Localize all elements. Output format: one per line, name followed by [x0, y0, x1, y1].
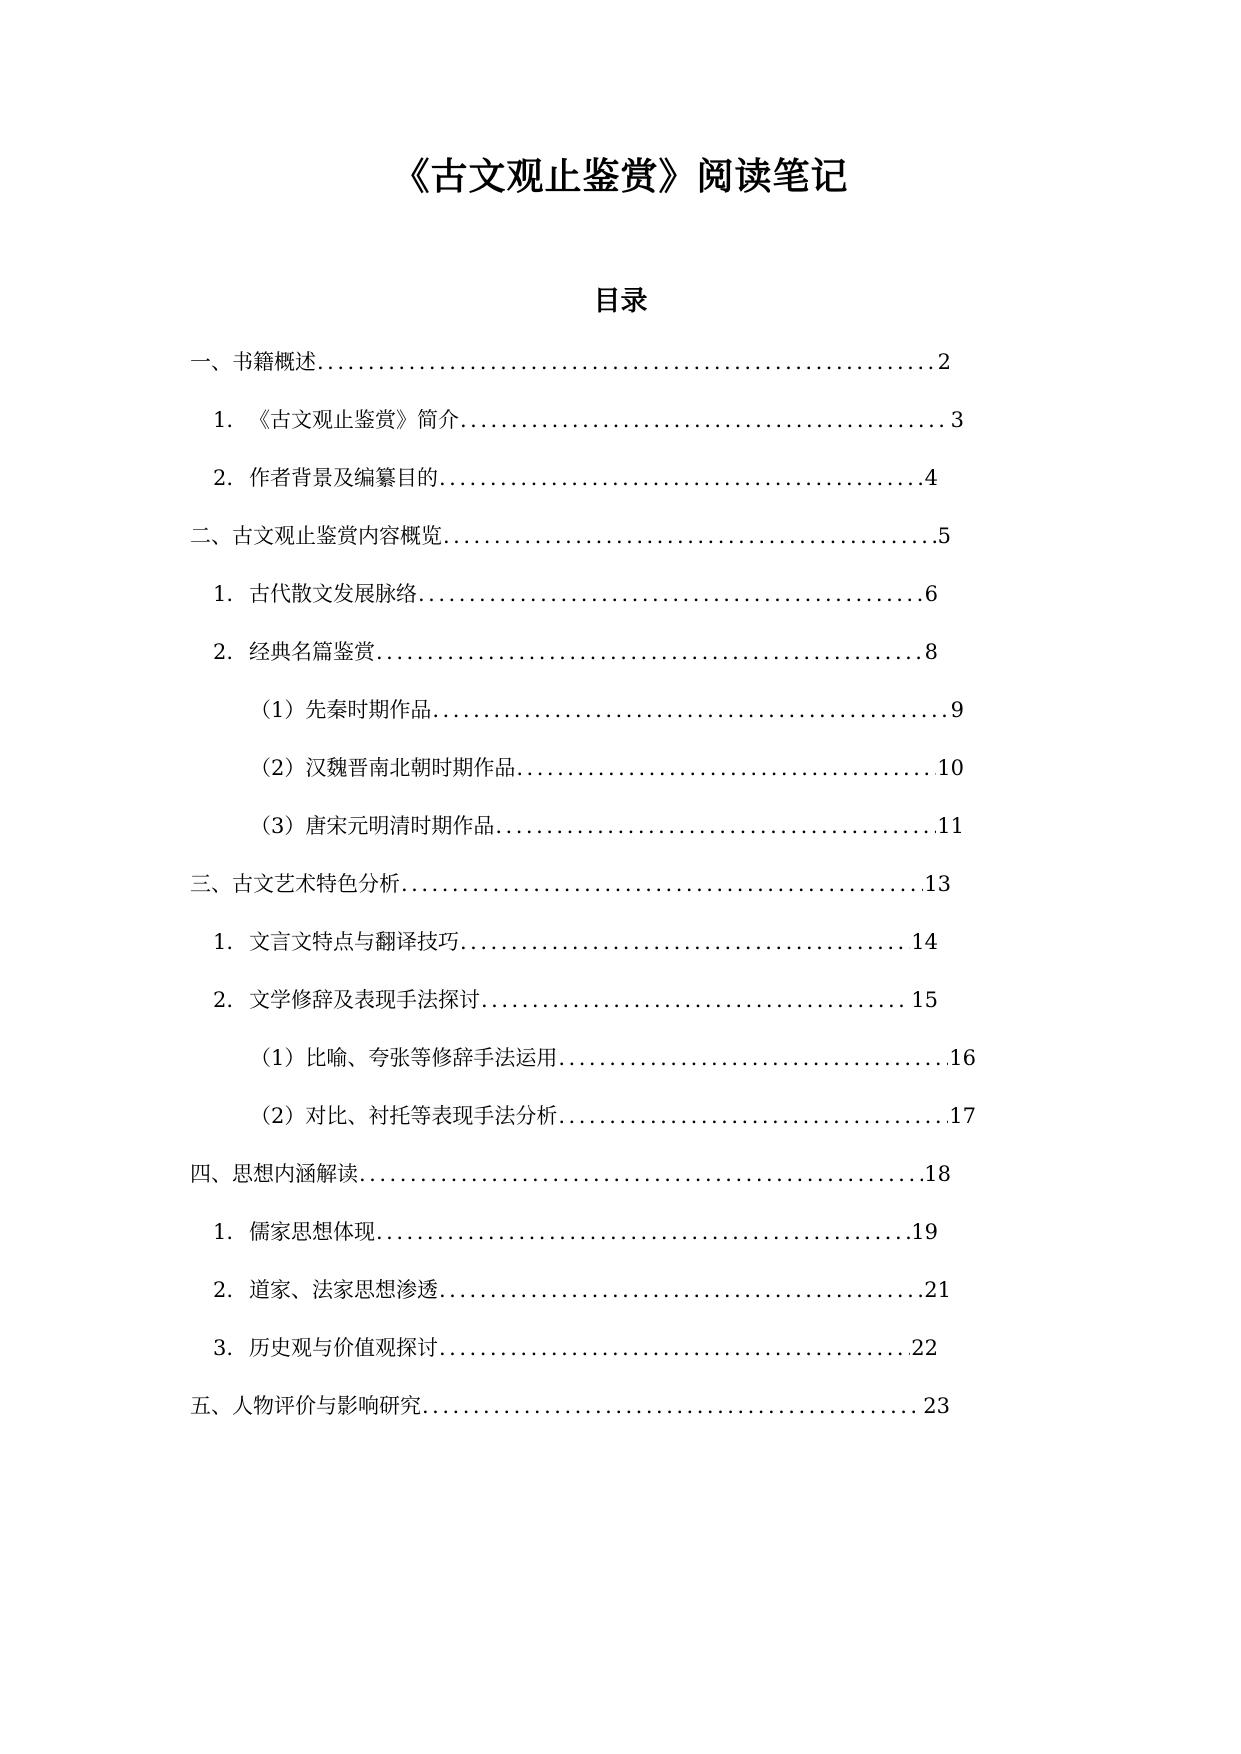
toc-page-number: 6: [924, 582, 938, 606]
toc-page-number: 22: [911, 1336, 938, 1360]
toc-page-number: 9: [950, 698, 964, 722]
toc-page-number: 18: [924, 1162, 951, 1186]
toc-entry-title: 《古文观止鉴赏》简介: [249, 408, 459, 432]
toc-entry-4[interactable]: [190, 519, 951, 553]
toc-dot-leader: [376, 1215, 910, 1249]
toc-dot-leader: [516, 751, 936, 785]
toc-entry-14[interactable]: [250, 1099, 976, 1133]
toc-entry-title: 文学修辞及表现手法探讨: [249, 988, 480, 1012]
toc-dot-leader: [439, 461, 924, 495]
toc-entry-2[interactable]: [213, 403, 964, 437]
toc-entry-title: 人物评价与影响研究: [232, 1394, 421, 1418]
toc-entry-number: 3.: [213, 1336, 234, 1360]
toc-page-number: 11: [937, 814, 964, 838]
toc-dot-leader: [317, 345, 937, 379]
toc-dot-leader: [401, 867, 923, 901]
toc-entry-title: 古文艺术特色分析: [232, 872, 400, 896]
toc-entry-number: （1）: [250, 698, 306, 722]
toc-entry-number: 2.: [213, 988, 234, 1012]
toc-page-number: 21: [924, 1278, 951, 1302]
toc-page-number: 2: [937, 350, 951, 374]
toc-dot-leader: [376, 635, 924, 669]
toc-entry-number: 1.: [213, 1220, 234, 1244]
toc-entry-title: 文言文特点与翻译技巧: [249, 930, 459, 954]
toc-page-number: 14: [911, 930, 938, 954]
toc-dot-leader: [558, 1099, 948, 1133]
toc-entry-number: 1.: [213, 408, 234, 432]
toc-entry-title: 比喻、夸张等修辞手法运用: [305, 1046, 558, 1070]
toc-dot-leader: [460, 403, 950, 437]
toc-entry-16[interactable]: [213, 1215, 938, 1249]
toc-entry-number: 1.: [213, 930, 234, 954]
toc-entry-number: 三、: [190, 872, 232, 896]
toc-entry-9[interactable]: [250, 809, 964, 843]
toc-entry-number: （3）: [250, 814, 306, 838]
toc-page-number: 4: [924, 466, 938, 490]
toc-page-number: 16: [949, 1046, 976, 1070]
toc-entry-11[interactable]: [213, 925, 938, 959]
toc-entry-title: 道家、法家思想渗透: [249, 1278, 438, 1302]
toc-entry-number: （2）: [250, 1104, 306, 1128]
toc-page-number: 17: [949, 1104, 976, 1128]
toc-entry-number: （2）: [250, 756, 306, 780]
toc-entry-title: 唐宋元明清时期作品: [305, 814, 495, 838]
toc-heading: 目录: [593, 286, 648, 317]
toc-entry-title: 历史观与价值观探讨: [249, 1336, 438, 1360]
toc-entry-1[interactable]: [190, 345, 951, 379]
toc-entry-12[interactable]: [213, 983, 938, 1017]
toc-entry-number: 五、: [190, 1394, 232, 1418]
toc-entry-title: 思想内涵解读: [232, 1162, 358, 1186]
toc-entry-title: 古代散文发展脉络: [249, 582, 417, 606]
toc-entry-number: 2.: [213, 640, 234, 664]
toc-page-number: 10: [937, 756, 964, 780]
toc-entry-15[interactable]: [190, 1157, 951, 1191]
toc-entry-number: 二、: [190, 524, 232, 548]
toc-dot-leader: [460, 925, 910, 959]
toc-entry-number: 1.: [213, 582, 234, 606]
toc-entry-title: 作者背景及编纂目的: [249, 466, 438, 490]
toc-entry-title: 书籍概述: [232, 350, 316, 374]
toc-page-number: 23: [923, 1394, 950, 1418]
toc-entry-title: 经典名篇鉴赏: [249, 640, 375, 664]
toc-entry-title: 古文观止鉴赏内容概览: [232, 524, 442, 548]
toc-entry-title: 儒家思想体现: [249, 1220, 375, 1244]
toc-entry-number: 2.: [213, 1278, 234, 1302]
toc-entry-title: 先秦时期作品: [305, 698, 432, 722]
document-title: 《古文观止鉴赏》阅读笔记: [392, 154, 849, 198]
toc-dot-leader: [481, 983, 910, 1017]
toc-dot-leader: [359, 1157, 923, 1191]
toc-page-number: 13: [924, 872, 951, 896]
toc-entry-8[interactable]: [250, 751, 964, 785]
toc-entry-number: 四、: [190, 1162, 232, 1186]
toc-dot-leader: [558, 1041, 948, 1075]
toc-page-number: 5: [937, 524, 951, 548]
toc-entry-5[interactable]: [213, 577, 938, 611]
toc-entry-6[interactable]: [213, 635, 938, 669]
toc-entry-10[interactable]: [190, 867, 951, 901]
toc-dot-leader: [432, 693, 949, 727]
toc-dot-leader: [422, 1389, 922, 1423]
toc-entry-7[interactable]: [250, 693, 964, 727]
toc-entry-number: 一、: [190, 350, 232, 374]
toc-entry-number: 2.: [213, 466, 234, 490]
toc-entry-13[interactable]: [250, 1041, 976, 1075]
toc-dot-leader: [439, 1331, 910, 1365]
toc-page-number: 3: [950, 408, 964, 432]
toc-dot-leader: [439, 1273, 923, 1307]
toc-page-number: 8: [924, 640, 938, 664]
toc-page-number: 15: [911, 988, 938, 1012]
toc-entry-17[interactable]: [213, 1273, 951, 1307]
toc-entry-title: 汉魏晋南北朝时期作品: [305, 756, 516, 780]
toc-page-number: 19: [911, 1220, 938, 1244]
toc-dot-leader: [418, 577, 924, 611]
toc-dot-leader: [495, 809, 936, 843]
toc-entry-number: （1）: [250, 1046, 306, 1070]
toc-entry-18[interactable]: [213, 1331, 938, 1365]
toc-entry-19[interactable]: [190, 1389, 950, 1423]
toc-entry-3[interactable]: [213, 461, 938, 495]
toc-dot-leader: [443, 519, 937, 553]
toc-entry-title: 对比、衬托等表现手法分析: [305, 1104, 558, 1128]
